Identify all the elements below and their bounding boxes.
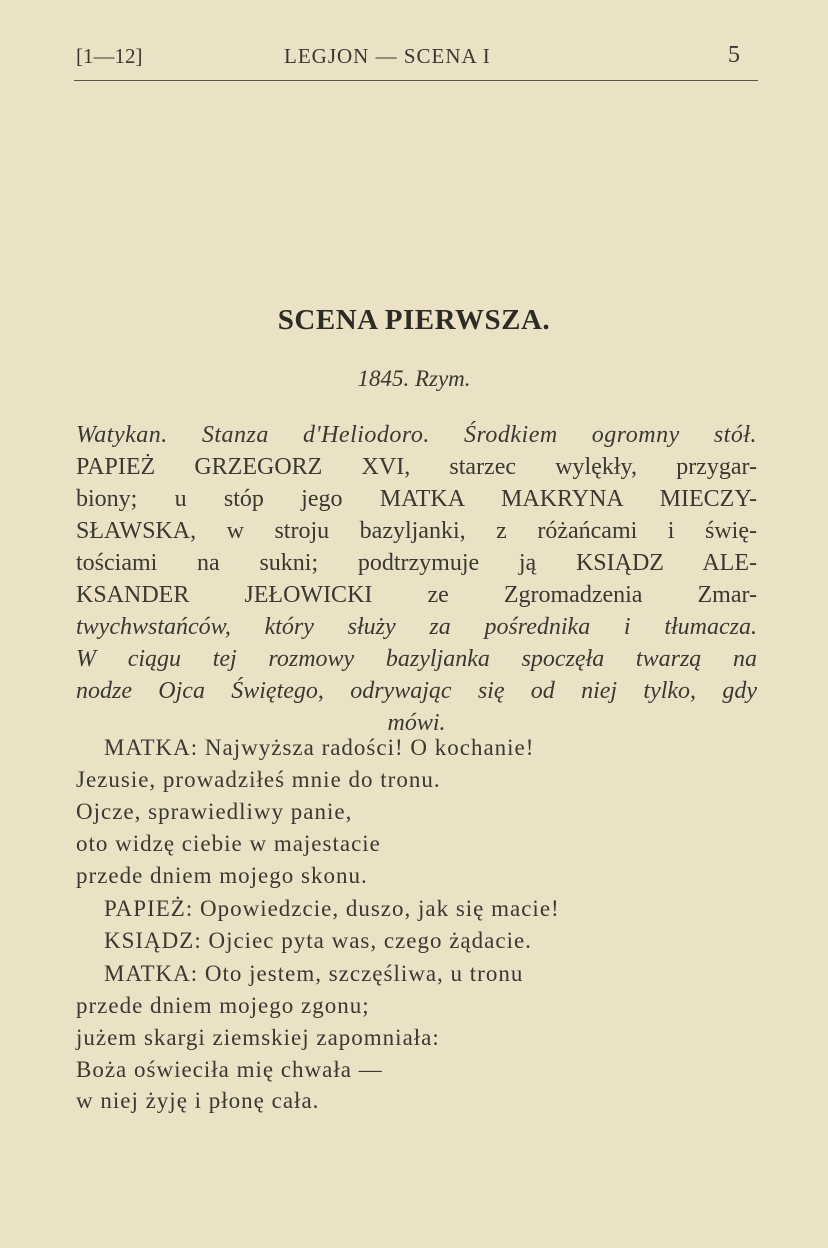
verse-line: Boża oświeciła mię chwała — — [76, 1057, 383, 1082]
verse-line: przede dniem mojego skonu. — [76, 863, 368, 888]
verse-line: MATKA: Oto jestem, szczęśliwa, u tronu — [104, 961, 524, 986]
verse-line: w niej żyję i płonę cała. — [76, 1088, 320, 1113]
stage-direction-line: W ciągu tej rozmowy bazyljanka spoczęła twarzą na — [76, 646, 757, 672]
verse-line: PAPIEŻ: Opowiedzcie, duszo, jak się macie! — [104, 896, 560, 921]
date-place: 1845. Rzym. — [357, 366, 471, 391]
header-rule — [74, 80, 758, 81]
verse-line: oto widzę ciebie w majestacie — [76, 831, 381, 856]
running-header: LEGJON — SCENA I — [284, 44, 491, 68]
verse-line: MATKA: Najwyższa radości! O kochanie! — [104, 735, 535, 760]
stage-direction-line: Watykan. Stanza d'Heliodoro. Środkiem ogromny stół. — [76, 422, 757, 448]
stage-direction-line: mówi. — [387, 710, 446, 736]
verse-line: KSIĄDZ: Ojciec pyta was, czego żądacie. — [104, 928, 532, 953]
stage-direction-line: biony; u stóp jego MATKA MAKRYNA MIECZY- — [76, 486, 757, 512]
stage-direction-line: nodze Ojca Świętego, odrywając się od niej tylko, gdy — [76, 678, 757, 704]
verse-line: Ojcze, sprawiedliwy panie, — [76, 799, 353, 824]
stage-direction-line: twychwstańców, który służy za pośrednika i tłumacza. — [76, 614, 757, 640]
scene-title: SCENA PIERWSZA. — [277, 304, 551, 336]
stage-direction-line: KSANDER JEŁOWICKI ze Zgromadzenia Zmar- — [76, 582, 757, 608]
stage-direction-line: SŁAWSKA, w stroju bazyljanki, z różańcami i świę- — [76, 518, 757, 544]
verse-line: przede dniem mojego zgonu; — [76, 993, 370, 1018]
header-section-range: [1—12] — [76, 44, 143, 68]
stage-direction-line: PAPIEŻ GRZEGORZ XVI, starzec wylękły, przygar- — [76, 454, 757, 480]
page-number: 5 — [728, 42, 740, 68]
verse-line: jużem skargi ziemskiej zapomniała: — [76, 1025, 440, 1050]
stage-direction-line: tościami na sukni; podtrzymuje ją KSIĄDZ ALE- — [76, 550, 757, 576]
verse-line: Jezusie, prowadziłeś mnie do tronu. — [76, 767, 441, 792]
